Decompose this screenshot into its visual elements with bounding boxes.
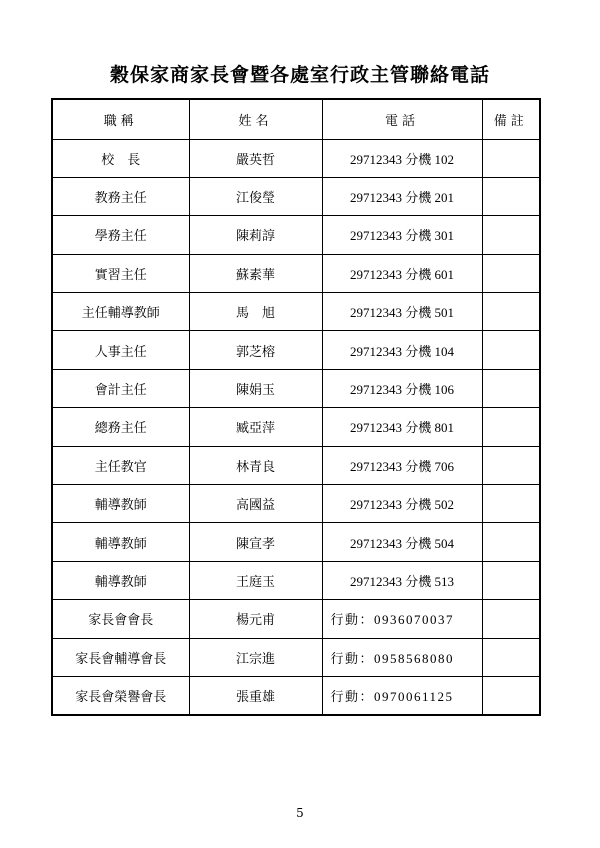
cell-phone: 29712343 分機 706 (322, 446, 482, 484)
table-row (52, 600, 540, 638)
cell-phone: 行動：0958568080 (322, 638, 482, 676)
cell-name: 江俊瑩 (189, 177, 322, 215)
table-row (52, 139, 540, 177)
cell-phone: 29712343 分機 801 (322, 408, 482, 446)
table-row (52, 561, 540, 599)
cell-note (482, 600, 540, 638)
cell-name: 臧亞萍 (189, 408, 322, 446)
cell-phone: 29712343 分機 513 (322, 561, 482, 599)
cell-title: 家長會輔導會長 (52, 638, 189, 676)
table-row (52, 408, 540, 446)
cell-phone: 29712343 分機 201 (322, 177, 482, 215)
cell-name: 陳莉諄 (189, 216, 322, 254)
cell-title: 輔導教師 (52, 523, 189, 561)
cell-title: 主任教官 (52, 446, 189, 484)
cell-name: 江宗進 (189, 638, 322, 676)
cell-title: 人事主任 (52, 331, 189, 369)
cell-name: 王庭玉 (189, 561, 322, 599)
cell-name: 郭芝榕 (189, 331, 322, 369)
cell-title: 學務主任 (52, 216, 189, 254)
cell-note (482, 177, 540, 215)
cell-phone: 29712343 分機 102 (322, 139, 482, 177)
cell-title: 輔導教師 (52, 485, 189, 523)
cell-note (482, 139, 540, 177)
cell-title: 校 長 (52, 139, 189, 177)
cell-note (482, 561, 540, 599)
table-row (52, 485, 540, 523)
cell-name: 張重雄 (189, 676, 322, 714)
column-header-name: 姓名 (189, 99, 322, 139)
cell-phone: 29712343 分機 502 (322, 485, 482, 523)
table-row (52, 293, 540, 331)
cell-note (482, 676, 540, 714)
cell-note (482, 485, 540, 523)
cell-title: 實習主任 (52, 254, 189, 292)
contact-table (51, 98, 541, 716)
cell-name: 高國益 (189, 485, 322, 523)
cell-note (482, 293, 540, 331)
cell-name: 嚴英哲 (189, 139, 322, 177)
table-row (52, 331, 540, 369)
cell-note (482, 369, 540, 407)
cell-title: 教務主任 (52, 177, 189, 215)
cell-note (482, 523, 540, 561)
column-header-title: 職稱 (52, 99, 189, 139)
table-row (52, 676, 540, 714)
table-row (52, 216, 540, 254)
table-row (52, 638, 540, 676)
table-header-row (52, 99, 540, 139)
cell-name: 蘇素華 (189, 254, 322, 292)
cell-note (482, 638, 540, 676)
table-row (52, 254, 540, 292)
cell-title: 輔導教師 (52, 561, 189, 599)
cell-note (482, 216, 540, 254)
cell-title: 總務主任 (52, 408, 189, 446)
cell-name: 馬 旭 (189, 293, 322, 331)
cell-name: 楊元甫 (189, 600, 322, 638)
page-number: 5 (296, 806, 304, 820)
column-header-phone: 電話 (322, 99, 482, 139)
cell-title: 主任輔導教師 (52, 293, 189, 331)
cell-phone: 29712343 分機 301 (322, 216, 482, 254)
table-row (52, 177, 540, 215)
cell-title: 會計主任 (52, 369, 189, 407)
cell-phone: 29712343 分機 501 (322, 293, 482, 331)
cell-phone: 行動：0970061125 (322, 676, 482, 714)
cell-name: 陳宣孝 (189, 523, 322, 561)
table-row (52, 446, 540, 484)
cell-phone: 行動：0936070037 (322, 600, 482, 638)
cell-note (482, 446, 540, 484)
cell-name: 陳娟玉 (189, 369, 322, 407)
table-row (52, 523, 540, 561)
table-row (52, 369, 540, 407)
cell-title: 家長會榮譽會長 (52, 676, 189, 714)
cell-phone: 29712343 分機 106 (322, 369, 482, 407)
cell-note (482, 408, 540, 446)
cell-note (482, 254, 540, 292)
cell-note (482, 331, 540, 369)
page-title: 穀保家商家長會暨各處室行政主管聯絡電話 (109, 64, 490, 86)
cell-phone: 29712343 分機 504 (322, 523, 482, 561)
column-header-note: 備註 (482, 99, 540, 139)
cell-phone: 29712343 分機 601 (322, 254, 482, 292)
cell-phone: 29712343 分機 104 (322, 331, 482, 369)
cell-title: 家長會會長 (52, 600, 189, 638)
cell-name: 林青良 (189, 446, 322, 484)
